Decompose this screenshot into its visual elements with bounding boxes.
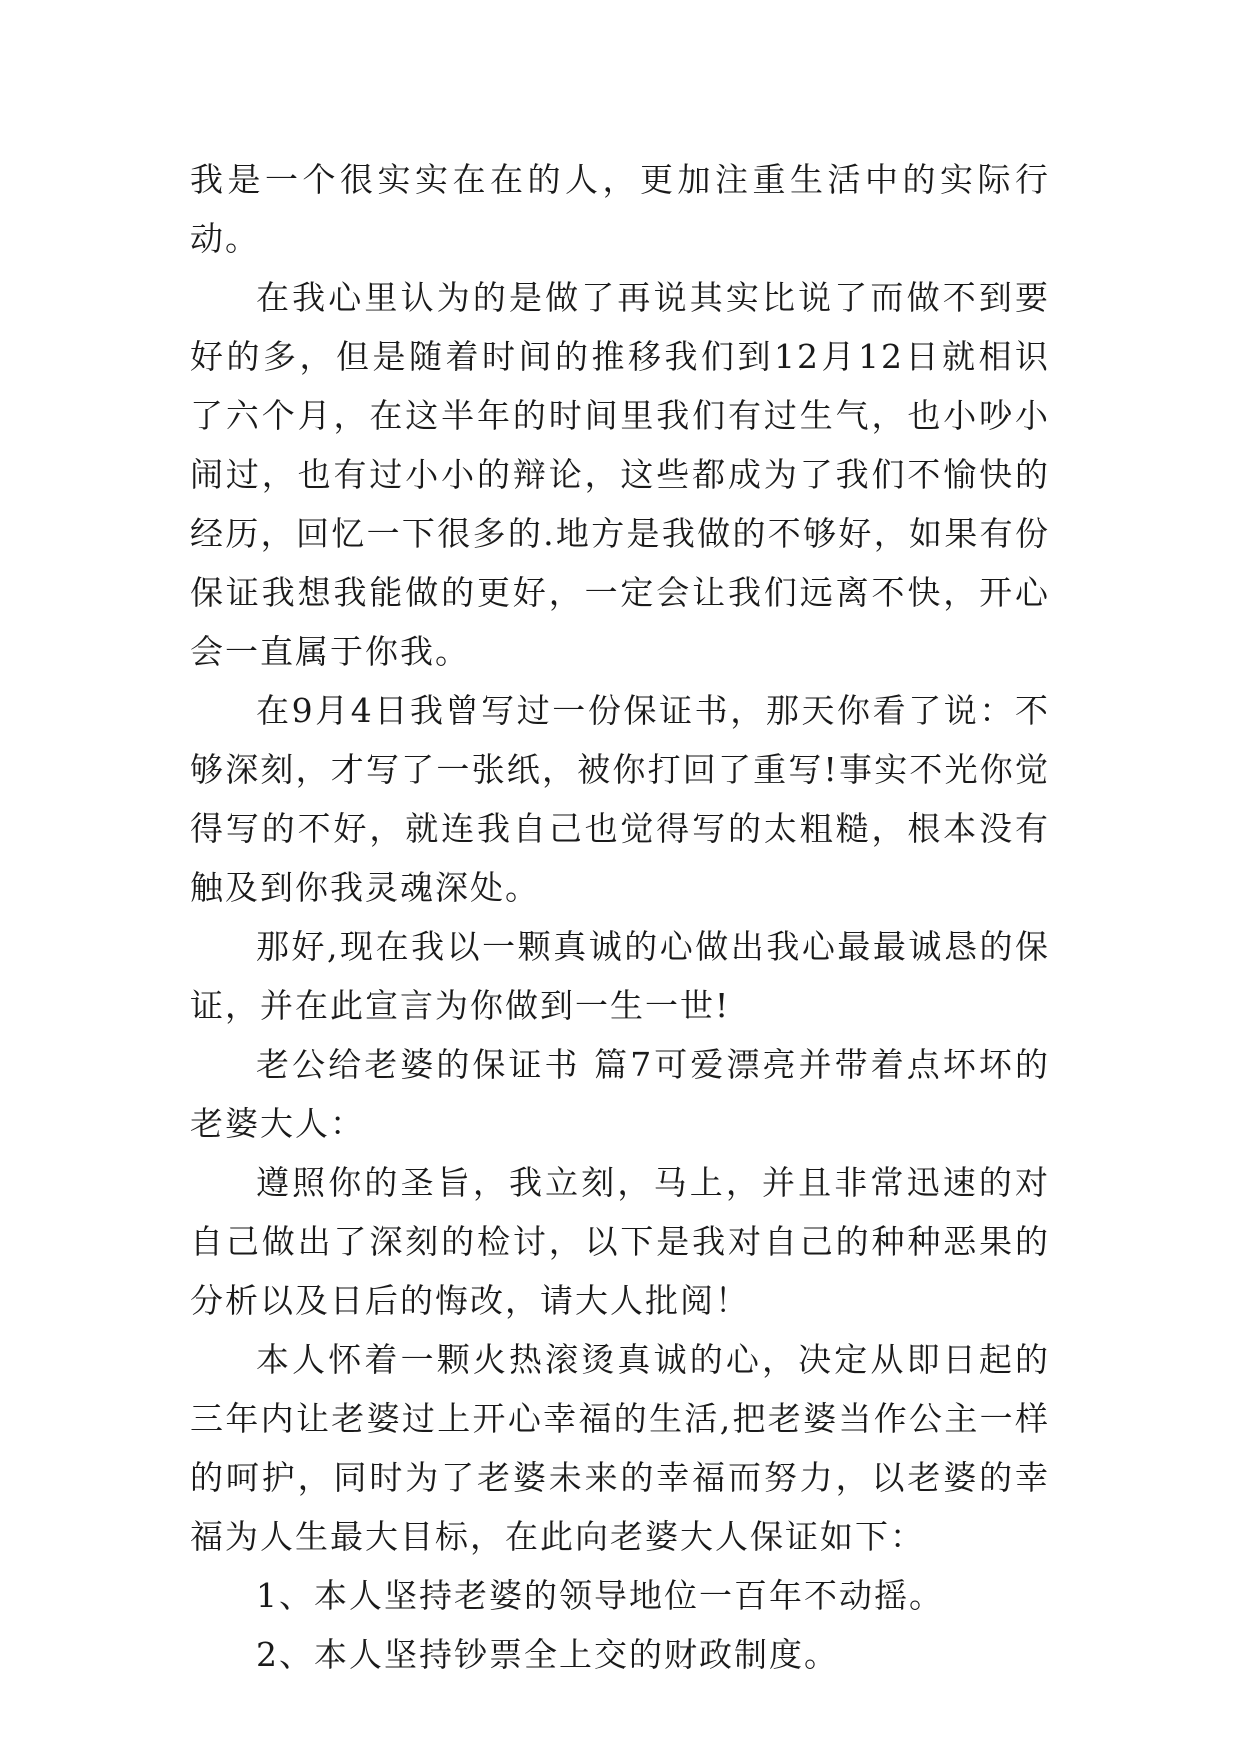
paragraph-7: 本人怀着一颗火热滚烫真诚的心，决定从即日起的三年内让老婆过上开心幸福的生活,把老婆当作公主一样的呵护，同时为了老婆未来的幸福而努力，以老婆的幸福为人生最大目标，在此向老婆大人保证如下： [190, 1340, 1050, 1556]
list-item-1: 1、本人坚持老婆的领导地位一百年不动摇。 [256, 1576, 944, 1615]
list-item-2: 2、本人坚持钞票全上交的财政制度。 [256, 1635, 839, 1674]
document-body [190, 150, 1050, 1684]
paragraph-6: 遵照你的圣旨，我立刻，马上，并且非常迅速的对自己做出了深刻的检讨，以下是我对自己的种种恶果的分析以及日后的悔改，请大人批阅！ [190, 1163, 1050, 1320]
paragraph-4: 那好,现在我以一颗真诚的心做出我心最最诚恳的保证，并在此宣言为你做到一生一世! [190, 927, 1050, 1025]
paragraph-3: 在9月4日我曾写过一份保证书，那天你看了说：不够深刻，才写了一张纸，被你打回了重写!事实不光你觉得写的不好，就连我自己也觉得写的太粗糙，根本没有触及到你我灵魂深处。 [190, 691, 1050, 907]
paragraph-1: 我是一个很实实在在的人，更加注重生活中的实际行动。 [190, 160, 1050, 258]
paragraph-2: 在我心里认为的是做了再说其实比说了而做不到要好的多，但是随着时间的推移我们到12月12日就相识了六个月，在这半年的时间里我们有过生气，也小吵小闹过，也有过小小的辩论，这些都成为了我们不愉快的经历，回忆一下很多的.地方是我做的不够好，如果有份保证我想我能做的更好，一定会让我们远离不快，开心会一直属于你我。 [190, 278, 1050, 671]
paragraph-5: 老公给老婆的保证书 篇7可爱漂亮并带着点坏坏的老婆大人： [190, 1045, 1050, 1143]
